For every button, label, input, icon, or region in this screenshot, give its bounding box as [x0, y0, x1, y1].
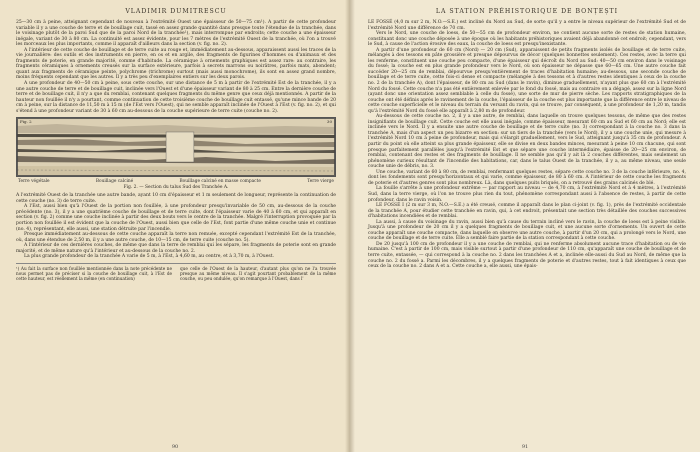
- paragraph: A l'intérieur de cette couche de bouillage et de terre cuite au rouge et, immédiatement au-dessous, apparaissent aussi les traces de la vie journalière: des outils et des instruments en pierre, en os et en argile, des fragments de figurines d'hommes ou d'animaux et des fragments de poterie, en grande majorité, comme d'habitude. La céramique à ornements graphiques est assez rare: au contraire, les fragments céramiques à ornements creusés sur la surface extérieure, parfois à secrets marrons ou noirâtres, parfois mats, abondent; quant aux fragments de céramique peinte, polychrome (trichrome) surtout (mais aussi monochrome), ils sont en assez grand nombre, moins fréquents cependant que les autres. Il y a très peu d'exemplaires entiers sur les deux parois.: [16, 47, 336, 81]
- book-gutter: [345, 0, 355, 452]
- section-drawing: [17, 118, 335, 176]
- paragraph: A une profondeur de 40—50 cm à peine, sous cette couche, sur une distance de 5 m à partir de l'extrémité Est de la tranchée, il y a une autre couche de terre et de bouillage cuit, inclinée vers l'Ouest et d'une épaisseur variant de 80 à 25 cm. Entre la dernière couche de terre et de bouillage cuit, il n'y a que du remblai, contenant quelques fragments du même genre que ceux déjà mentionnés. A partir de la hauteur non fouillée il n'y a pourtant, comme continuation de cette troisième couche de bouillage cuit entassé, qu'une mince bande de 20 cm à peine, sur la distance de 11,50 m à 15 m (de l'Est vers l'Ouest), qui ne semble apparaît inclinée de l'Ouest à l'Est (v. fig. no. 2), et qui s'étend à une profondeur variant de 30 à 60 cm au-dessous de la couche supérieure de terre cuite (couche no. 2).: [16, 81, 336, 114]
- legend-item: Terre végétale: [18, 179, 50, 185]
- figure-legend: [18, 179, 334, 184]
- paragraph: A l'Est, aussi bien qu'à l'Ouest de la portion non fouillée, à une profondeur presqu'invariable de 50 cm, au-dessous de la couche précédente (no. 3), il y a une quatrième couche de bouillage et de terre cuite, dont l'épaisseur varie de 40 à 60 cm, et qui apparaît en section (v. fig. 2) comme une couche inclinée à partir des deux bouts vers le centre de la tranchée. Malgré l'interruption provoquée par la portion non fouillée il est évident que la couche de l'Ouest, aussi bien que celle de l'Est, font partie d'une même couche unie et continue (no. 4), représentant, elle aussi, une station détruite par l'incendie.: [16, 204, 336, 232]
- paragraph: A l'extrémité Ouest de la tranchée une autre bande, ayant 10 cm d'épaisseur et 1 m seulement de longueur, représente la continuation de cette couche (no. 3) de terre cuite.: [16, 193, 336, 204]
- right-page: [350, 0, 700, 452]
- paragraph: La fouille s'arrête à une profondeur extrême — par rapport au niveau — de 4,70 cm, à l'extrémité Nord et à 4 mètres, à l'extrémité Sud, dans la terre vierge, où l'on ne trouve plus rien du tout, phénomène correspondant aussi à l'absence de restes, à partir de cette profondeur, dans le ravin voisin.: [368, 186, 686, 203]
- paragraph: La aussi, à cause du voisinage du ravin, aussi bien qu'à cause du terrain incliné vers le ravin, la couche de loess est à peine visible. Jusqu'à une profondeur de 20 cm il y a quelques fragments de bouillage cuit, et une aucune sorte d'ornements. Un ouvert de cette couche apparaît une couche compacte, dans laquelle on observe une autre couche, à partir d'un 20 cm, qui a prolongé vers le Nord, une couche de bouillage et de terre cuite. Elle a semblé faire partie de la station correspondant à cette couche.: [368, 219, 686, 242]
- stratigraphic-section-figure: [16, 117, 336, 177]
- paragraph: De 20 jusqu'à 100 cm de profondeur il y a une couche de remblai, qui ne renferme absolument aucune trace d'habitation ou de vie humaine. C'est à partir de 100 cm, mais visible surtout à partir d'une profondeur de 110 cm, qu'apparaît une couche de bouillage et de terre cuite, entassée, — qui correspond à la couche no. 2 dans les tranchées A et a, inclinée elle-aussi du Sud au Nord, de même que la couche no. 2 du fossé a. Parmi les décombres, il y a quelques fragments de poterie et d'autres restes, tout à fait identiques à ceux que ceux de la couche no. 2 dans A et a. Cette couche a, elle aussi, une épais-: [368, 241, 686, 270]
- paragraph: Vers le Nord, une couche de loess, de 50—55 cm de profondeur environ, ne contient aucune sorte de restes de station humaine, constituant donc une couche déposée à une époque où les habitants préhistoriques avaient déjà abandonné cet endroit; cependant, vers le Sud, à cause de l'action érosive des eaux, la couche de loess est presqu'inexistante.: [368, 31, 686, 48]
- footnotes: [16, 263, 336, 282]
- paragraph: Une couche, variant de 60 à 80 cm, de remblai, renfermant quelques restes, sépare cette couche no. 3 de la couche inférieure, no. 4, dont les fondements sont presqu'horizontaux et qui varie, comme épaisseur, de 80 à 60 cm. A l'intérieur de cette couche les fragments de poterie et d'autres genres sont plus nombreux. Là, dans quelques puits briqués, on a retrouvé des grains calcinés de blé.: [368, 169, 686, 186]
- footnote: que celle de l'Ouest de la hauteur, d'autant plus qu'on ne l'a trouvée presque au même niveau. Il s'agit pourtant probablement de la même couche, ou peu ondulée, qu'on remarque à l'Ouest, dans l': [180, 265, 336, 282]
- paragraph: LE FOSSÉ (4,0 m sur 2 m, N.O.—S.E.) est incliné du Nord au Sud, de sorte qu'il y a entre le niveau supérieur de l'extrémité Sud et de l'extrémité Nord une différence de 70 cm.: [368, 20, 686, 31]
- paragraph: Presque immédiatement au-dessous de cette couche apparaît la terre non remuée, excepté cependant l'extrémité Est de la tranchée, où, dans une étendue de 2,50 m, il y a une autre couche, de 10—15 cm, de terre cuite (couche no. 5).: [16, 232, 336, 243]
- legend-item: Bouillage calciné: [95, 179, 134, 185]
- running-head-right: LA STATION PRÉHISTORIQUE DE BONȚEȘTI: [435, 8, 619, 15]
- footnote: ¹) Au fait la surface non fouillée mentionnée dans la note précédente ne nous permet pas de préciser si la couche de bouillage cuit, à l'Est de cette hauteur, est réellement la même (en continuation): [16, 265, 172, 282]
- legend-item: Bouillage calciné en masse compacte: [179, 179, 261, 185]
- paragraph: LE FOSSÉ I (2 m sur 3 m, N.O.—S.E.) a été creusé, comme il apparaît dans le plan ci-joint (v. fig. 1), près de l'extrémité occidentale de la tranchée A, pour étudier cette tranchée en ravin, qui, à cet endroit, présentait une section très détaillée des couches successives d'habitations incendiées et de remblai.: [368, 203, 686, 220]
- page-number-left: 90: [171, 444, 179, 450]
- paragraph: A partir d'une profondeur de 60 cm (Nord) — 20 cm (Sud), apparaissent de petits fragments isolés de bouillage et de terre cuite, mélangés à des tessons en pâte grossière et presque dépourvus de décor (quelques bonnettes seulement). Ces restes, avec la terre qui les renferme, constituent une couche peu compacte, d'une épaisseur qui décroît du Nord au Sud: 40—50 cm environ dans le voisinage du fossé; la couche est en plus grande profondeur vers le Nord, où son épaisseur ne dépasse que 60—65 cm. Une autre couche fait succéder 20—25 cm de remblai, dépourvue presqu'entièrement de traces d'habitation humaine; au-dessous, une seconde couche de bouillage et de terre cuite, cette fois-ci dense et compacte (mélangée à des tessons et à d'autres restes identiques à ceux de la couche no. 2 de la tranchée A), dont l'épaisseur, de 80 cm au Sud (dans le ravin), diminue graduellement, n'ayant plus que 60 cm à l'extrémité Nord du fossé. Cette couche n'a pas été entièrement enlevée par le fond du fossé, mais au contraire on a dégagé, assez sur la ligne Nord (ayant donc une orientation assez semblable à celle du fossé), une sorte de mur de pierre sèche. Les rapports stratigraphiques de la couche ont été définis après le ravinement de la couche, l'épaisseur de la couche est plus importante que la différence entre le niveau de cette couche superficielle et le niveau du terrain du versant du ravin, qui se trouve, par conséquent, à une profondeur de 1,20 m, tandis qu'à l'extrémité Nord du fossé elle apparaît à 2,80 m de profondeur.: [368, 47, 686, 114]
- paragraph: A l'intérieur de ces dernières couches, de même que dans la terre de remblai qui les sépare, les fragments de poterie sont en grande majorité, et de même nature qu'à l'intérieur et au-dessous de la couche no. 2.: [16, 243, 336, 254]
- figure-label-left: Fig. 2: [20, 119, 32, 125]
- page-number-right: 91: [521, 444, 529, 450]
- paragraph: Au-dessous de cette couche no. 2, il y a une autre, de remblai, dans laquelle on trouve quelques tessons, de même que des restes insignifiants de bouillage cuit. Cette couche est elle aussi inégale, comme épaisseur, mesurant 60 cm au Sud et 60 cm au Nord; elle est inclinée vers le Nord. Il y a ensuite une autre couche de bouillage et de terre cuite (no. 3) correspondant à la couche no. 3 dans la tranchée A, mais d'un aspect un peu bizarre en section: sur un tiers de la tranchée (vers le Nord), il y a une couche unie, qui mesure à l'extrémité Nord 10 cm à peine de profondeur, mais qui s'élargit graduellement, vers le Sud, atteignant jusqu'à 35 cm de profondeur. A partir du point où elle atteint sa plus grande épaisseur, elle se divise en deux bandes minces, mesurant à peine 10 cm chacune, qui sont presque parfaitement parallèles jusqu'à l'extrémité Est et que sépare une couche intermédiaire, épaisse de 20—25 cm environ, de remblai, contenant des restes et des fragments de bouillage. Il ne semble pas qu'il y ait là 2 couches différentes, mais seulement un phénomène curieux résultant de l'incendie des habitations, car, dans le talus Ouest de la tranchée, il y a, au même niveau, une seule couche unie de débris, no. 3.: [368, 114, 686, 170]
- figure-label-right: 30: [326, 119, 332, 125]
- paragraph: 25—30 cm à peine, atteignant cependant de nouveau à l'extrémité Ouest une épaisseur de 50—75 cm¹). A partir de cette profondeur variable il y a une couche de terre et de bouillage cuit, tassé en assez grande quantité dans presque toute l'étendue de la tranchée, dans le voisinage plutôt de la paroi Sud que de la paroi Nord de la tranchée¹), mais interrompue par endroits; cette couche a une épaisseur inégale, variant de 30 à 80 cm. La continuité est assez évidente, pour les 7 mètres de l'extrémité Ouest de la tranchée, où l'on a trouvé les morceaux les plus importants, comme il apparaît d'ailleurs dans la section (v. fig. no. 2).: [16, 20, 336, 48]
- legend-item: Terre vierge: [307, 179, 334, 185]
- paragraph: La plus grande profondeur de la tranchée A varie de 5 m, à l'Est, à 4,60 m, au centre, et à 3,70 m, à l'Ouest.: [24, 254, 274, 260]
- running-head-left: VLADIMIR DUMITRESCU: [125, 8, 227, 15]
- figure-caption: Fig. 2. — Section du talus Sud des Tranchée A.: [123, 185, 229, 191]
